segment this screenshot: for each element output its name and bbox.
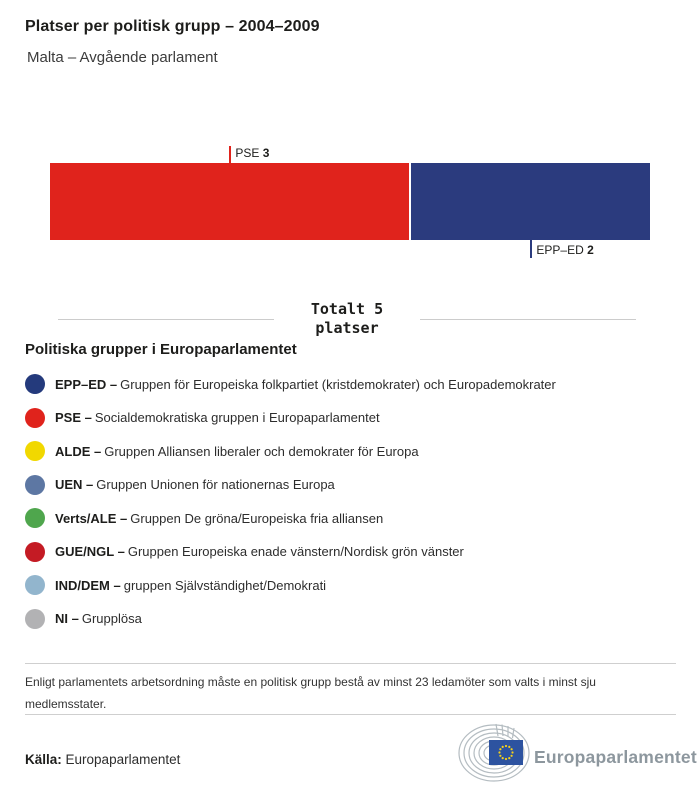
pse-name: PSE: [235, 146, 260, 160]
legend-description: gruppen Självständighet/Demokrati: [123, 577, 327, 593]
bar-segment-pse: [50, 146, 409, 240]
pse-value: 3: [262, 146, 270, 160]
legend-item-alde: [25, 441, 675, 461]
total-rule-left: [58, 319, 274, 320]
legend-item-uen: [25, 475, 675, 495]
epp-ed-color-dot-icon: [25, 374, 45, 394]
legend-item-gue-ngl: [25, 542, 675, 562]
legend-name: UEN –: [55, 477, 94, 492]
verts-ale-color-dot-icon: [25, 508, 45, 528]
pse-callout: [229, 146, 349, 163]
gue-ngl-color-dot-icon: [25, 542, 45, 562]
legend-list: [25, 374, 675, 642]
legend-description: Gruppen De gröna/Europeiska fria alliansen: [130, 510, 384, 526]
legend-name: ALDE –: [55, 443, 102, 459]
page-subtitle: Malta – Avgående parlament: [27, 49, 218, 66]
footnote-divider-bottom: [25, 714, 676, 715]
legend-item-ni: [25, 609, 675, 629]
source-label: Källa:: [25, 752, 62, 767]
footnote-text: Enligt parlamentets arbetsordning måste en politisk grupp bestå av minst 23 ledamöter som valts i minst sju medlemsstater.: [25, 675, 596, 711]
total-seats-line2: platser: [315, 319, 379, 337]
legend-name: PSE –: [55, 410, 92, 425]
pse-color-dot-icon: [25, 408, 45, 428]
legend-description: Gruppen för Europeiska folkpartiet (kristdemokrater) och Europademokrater: [120, 376, 556, 392]
total-seats-label: [274, 300, 420, 338]
source-value: Europaparlamentet: [65, 752, 181, 767]
legend-name: IND/DEM –: [55, 577, 121, 593]
pse-tick-line: [229, 146, 231, 163]
legend-name: EPP–ED –: [55, 376, 118, 392]
legend-item-ind-dem: [25, 575, 675, 595]
legend-item-epp-ed: [25, 374, 675, 394]
legend-description: Gruppen Europeiska enade vänstern/Nordisk grön vänster: [127, 544, 464, 559]
bar-segment-epp-ed: [411, 163, 650, 257]
total-rule-right: [420, 319, 636, 320]
legend-name: GUE/NGL –: [55, 544, 125, 559]
alde-color-dot-icon: [25, 441, 45, 461]
seats-stacked-bar: [50, 146, 650, 257]
total-seats-row: [58, 300, 636, 338]
legend-name: NI –: [55, 611, 79, 626]
source-line: [25, 752, 180, 767]
ni-color-dot-icon: [25, 609, 45, 629]
epp-ed-name: EPP–ED: [536, 243, 584, 257]
legend-description: Socialdemokratiska gruppen i Europaparlamentet: [94, 410, 380, 425]
page-title: Platser per politisk grupp – 2004–2009: [25, 18, 320, 35]
eu-flag-icon: [489, 740, 523, 765]
epp-ed-callout: [530, 240, 650, 258]
footnote-divider-top: [25, 663, 676, 664]
uen-color-dot-icon: [25, 475, 45, 495]
legend-heading: Politiska grupper i Europaparlamentet: [25, 341, 297, 358]
epp-ed-label: [536, 243, 593, 257]
legend-name: Verts/ALE –: [55, 510, 128, 526]
epp-ed-tick-line: [530, 240, 532, 258]
european-parliament-hemicycle-logo-icon: [452, 720, 536, 782]
ind-dem-color-dot-icon: [25, 575, 45, 595]
legend-description: Grupplösa: [81, 611, 142, 626]
legend-description: Gruppen Unionen för nationernas Europa: [96, 477, 335, 492]
legend-item-pse: [25, 408, 675, 428]
legend-item-verts-ale: [25, 508, 675, 528]
total-seats-line1: Totalt 5: [310, 300, 384, 318]
epp-ed-value: 2: [587, 243, 594, 257]
logo-wordmark: Europaparlamentet: [534, 747, 697, 767]
pse-label: [235, 146, 269, 160]
legend-description: Gruppen Alliansen liberaler och demokrater för Europa: [104, 443, 419, 459]
